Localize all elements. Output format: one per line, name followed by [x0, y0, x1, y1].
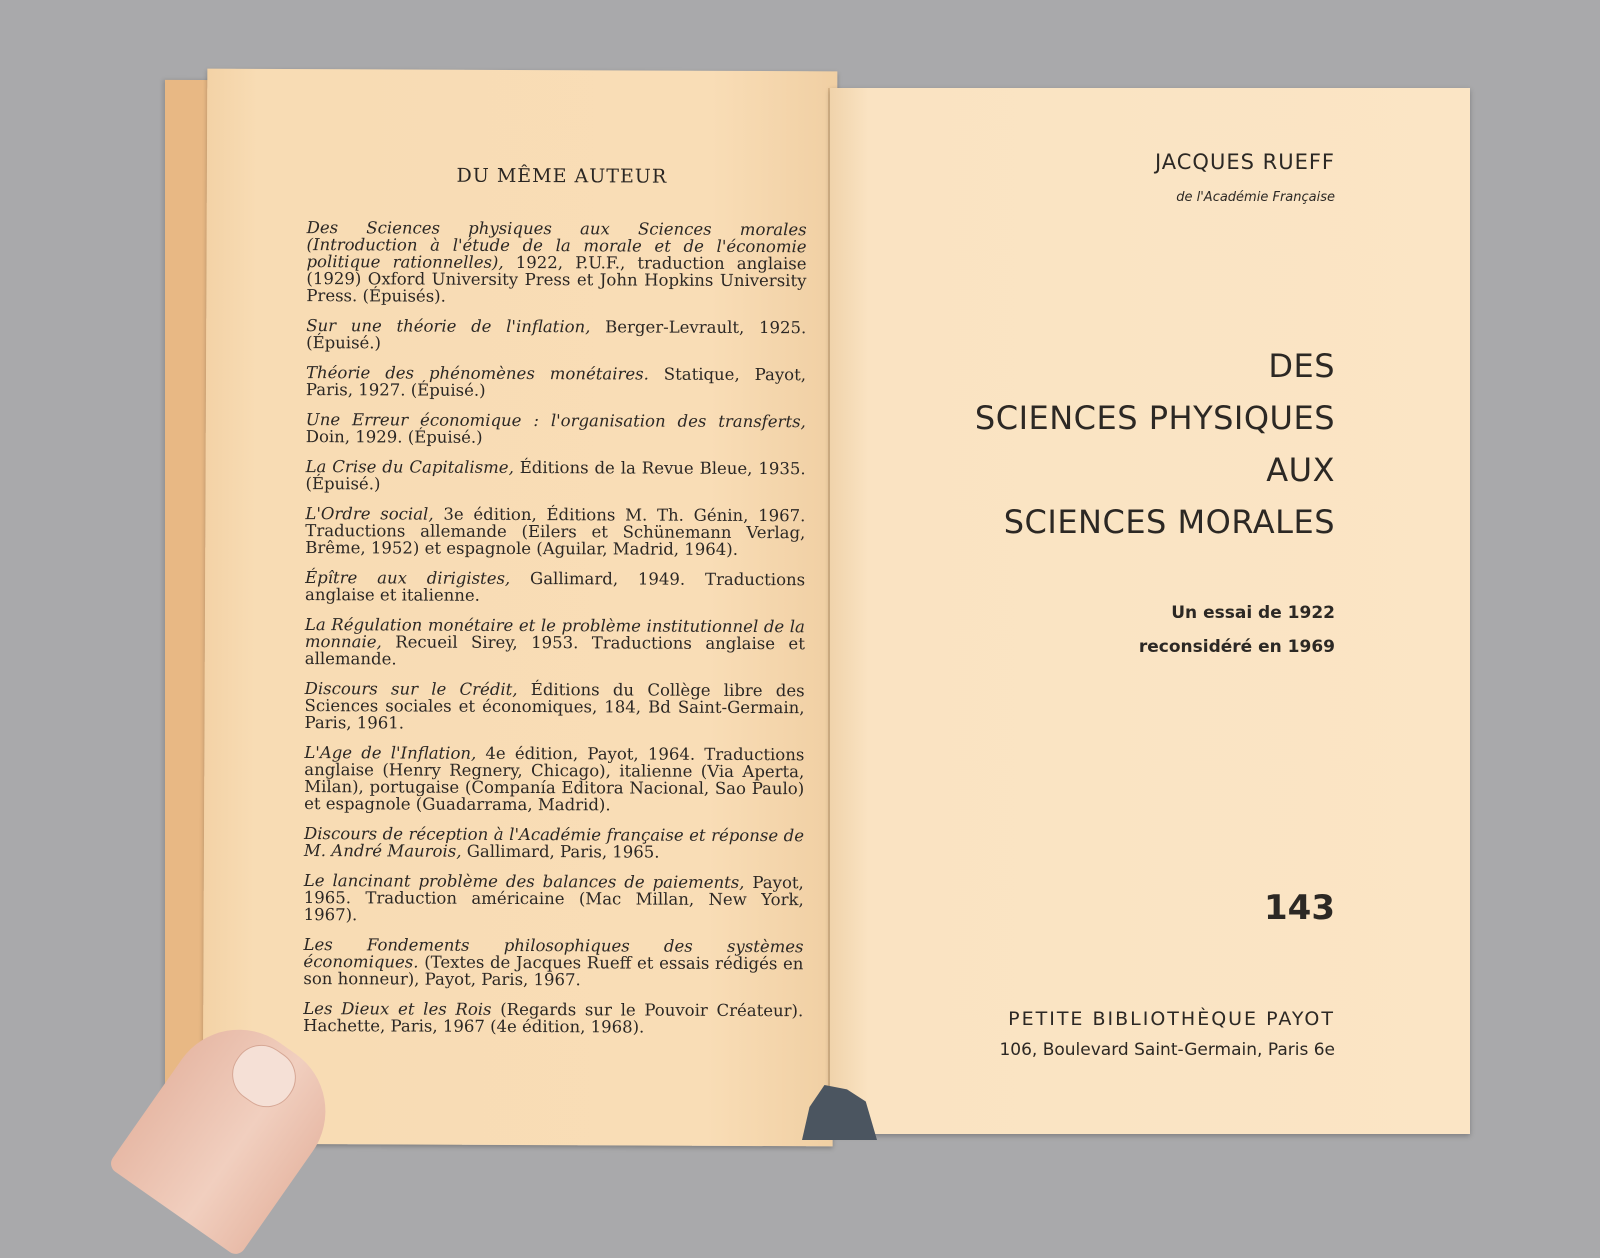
list-item: L'Age de l'Inflation, 4e édition, Payot, 1964. Traductions anglaise (Henry Regnery, Chicago), italienne (Via Aperta, Milan), portugaise (Companía Editora Nacional, Sao Paulo) et espagnole (Guadarrama, Madrid).: [304, 743, 805, 815]
title-line: AUX: [1266, 451, 1335, 489]
book-subtitle: Un essai de 1922 reconsidéré en 1969: [1138, 603, 1335, 657]
title-line: SCIENCES MORALES: [1003, 503, 1335, 541]
list-item: Des Sciences physiques aux Sciences morales (Introduction à l'étude de la morale et de l'économie politique rationnelles), 1922, P.U.F., traduction anglaise (1929) Oxford University Press et John Hopkins University Press. (Épuisés).: [306, 218, 807, 306]
list-item: L'Ordre social, 3e édition, Éditions M. Th. Génin, 1967. Traductions allemande (Eilers et Schünemann Verlag, Brême, 1952) et espagnole (Aguilar, Madrid, 1964).: [305, 504, 806, 559]
list-item: Théorie des phénomènes monétaires. Statique, Payot, Paris, 1927. (Épuisé.): [305, 363, 807, 400]
author-affiliation: de l'Académie Française: [1176, 190, 1335, 205]
list-item: Épître aux dirigistes, Gallimard, 1949. Traductions anglaise et italienne.: [305, 568, 806, 605]
list-item: La Régulation monétaire et le problème institutionnel de la monnaie, Recueil Sirey, 1953. Traductions anglaise et allemande.: [304, 615, 805, 669]
publisher-collection: PETITE BIBLIOTHÈQUE PAYOT: [1008, 1008, 1335, 1030]
list-item: Sur une théorie de l'inflation, Berger-Levrault, 1925. (Épuisé.): [306, 316, 807, 353]
bibliography-list: [303, 219, 807, 1049]
list-item: La Crise du Capitalisme, Éditions de la Revue Bleue, 1935. (Épuisé.): [305, 457, 806, 494]
author-name: JACQUES RUEFF: [1154, 150, 1335, 174]
title-line: DES: [1268, 347, 1335, 385]
list-item: Discours sur le Crédit, Éditions du Collège libre des Sciences sociales et économiques, 184, Bd Saint-Germain, Paris, 1961.: [304, 679, 805, 733]
list-item: Les Fondements philosophiques des systèmes économiques. (Textes de Jacques Rueff et essais rédigés en son honneur), Payot, Paris, 1967.: [303, 935, 804, 990]
right-page: [830, 88, 1470, 1134]
publisher-address: 106, Boulevard Saint-Germain, Paris 6e: [999, 1040, 1335, 1060]
collection-number: 143: [1264, 888, 1335, 928]
left-page: [203, 69, 838, 1147]
list-item: Une Erreur économique : l'organisation des transferts, Doin, 1929. (Épuisé.): [305, 410, 806, 447]
title-line: SCIENCES PHYSIQUES: [974, 399, 1335, 437]
list-item: Discours de réception à l'Académie française et réponse de M. André Maurois, Gallimard, Paris, 1965.: [303, 824, 805, 862]
book-title: [975, 340, 1335, 548]
page-heading: DU MÊME AUTEUR: [456, 164, 668, 188]
list-item: Le lancinant problème des balances de paiements, Payot, 1965. Traduction américaine (Mac Millan, New York, 1967).: [303, 871, 804, 925]
list-item: Les Dieux et les Rois (Regards sur le Pouvoir Créateur). Hachette, Paris, 1967 (4e édition, 1968).: [303, 999, 804, 1037]
